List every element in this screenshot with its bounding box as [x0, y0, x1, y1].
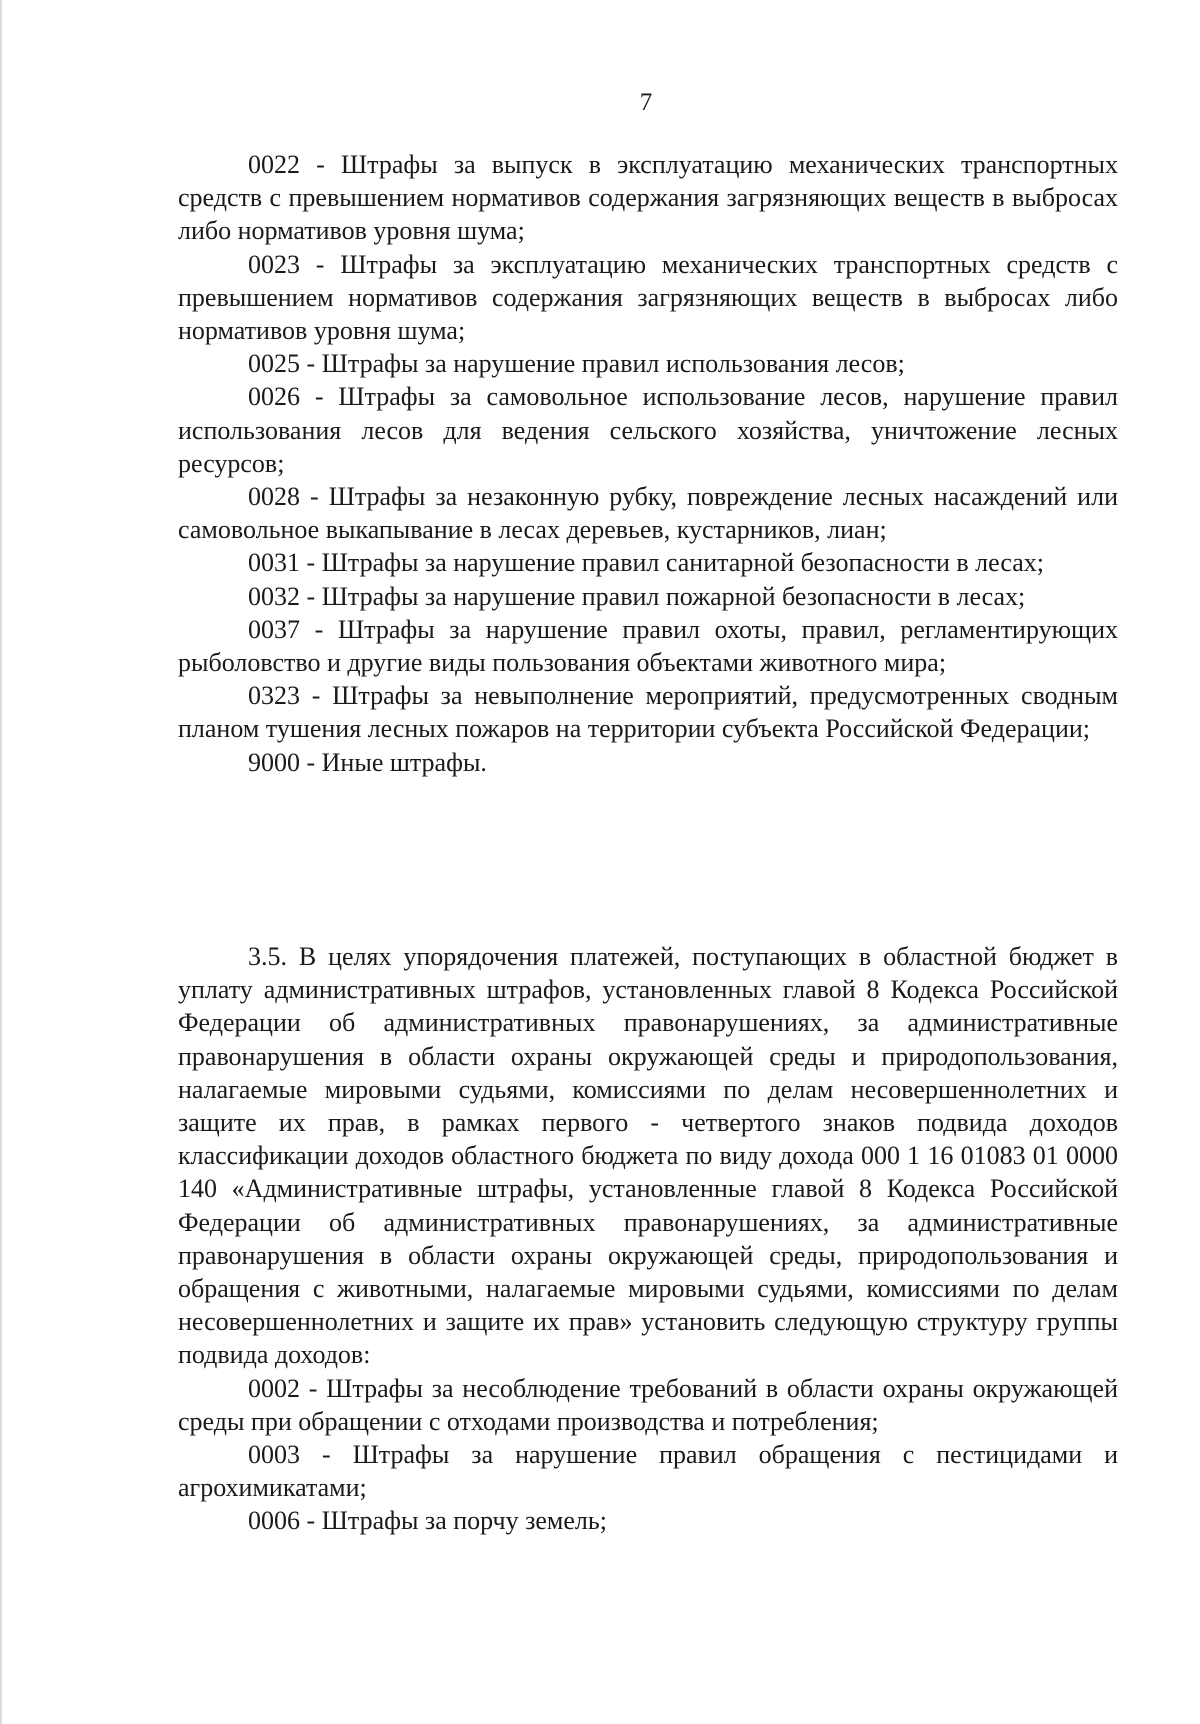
fines-list	[178, 148, 1118, 779]
list-item-0022: 0022 - Штрафы за выпуск в эксплуатацию механических транспортных средств с превышением нормативов содержания загрязняющих веществ в выбросах либо нормативов уровня шума;	[178, 150, 1118, 246]
list-item-0323: 0323 - Штрафы за невыполнение мероприятий, предусмотренных сводным планом тушения лесных пожаров на территории субъекта Российской Федерации;	[178, 681, 1118, 744]
scan-edge	[0, 0, 3, 1724]
list-item-0002: 0002 - Штрафы за несоблюдение требований в области охраны окружающей среды при обращении с отходами производства и потребления;	[178, 1373, 1118, 1436]
section-3-5	[178, 940, 1118, 1538]
list-item-0006: 0006 - Штрафы за порчу земель;	[248, 1506, 607, 1536]
list-item-0026: 0026 - Штрафы за самовольное использование лесов, нарушение правил использования лесов для ведения сельского хозяйства, уничтожение лесных ресурсов;	[178, 382, 1118, 478]
list-item-0032: 0032 - Штрафы за нарушение правил пожарной безопасности в лесах;	[248, 581, 1026, 611]
list-item-0037: 0037 - Штрафы за нарушение правил охоты, правил, регламентирующих рыболовство и другие виды пользования объектами животного мира;	[178, 614, 1118, 678]
list-item-0025: 0025 - Штрафы за нарушение правил использования лесов;	[248, 349, 905, 379]
list-item-0003: 0003 - Штрафы за нарушение правил обращения с пестицидами и агрохимикатами;	[178, 1440, 1118, 1503]
list-item-0023: 0023 - Штрафы за эксплуатацию механических транспортных средств с превышением нормативов содержания загрязняющих веществ в выбросах либо нормативов уровня шума;	[178, 249, 1118, 346]
list-item-9000: 9000 - Иные штрафы.	[248, 747, 487, 777]
page-number: 7	[639, 89, 653, 116]
list-item-0028: 0028 - Штрафы за незаконную рубку, повреждение лесных насаждений или самовольное выкапывание в лесах деревьев, кустарников, лиан;	[178, 482, 1118, 545]
section-3-5-paragraph: 3.5. В целях упорядочения платежей, поступающих в областной бюджет в уплату административных штрафов, установленных главой 8 Кодекса Российской Федерации об административных правонарушениях, за административные правонарушения в области охраны окружающей среды и природопользования, налагаемые мировыми судьями, комиссиями по делам несовершеннолетних и защите их прав, в рамках первого - четвертого знаков подвида доходов классификации доходов областного бюджета по виду дохода 000 1 16 01083 01 0000 140 «Административные штрафы, установленные главой 8 Кодекса Российской Федерации об административных правонарушениях, за административные правонарушения в области охраны окружающей среды, природопользования и обращения с животными, налагаемые мировыми судьями, комиссиями по делам несовершеннолетних и защите их прав» установить следующую структуру группы подвида доходов:	[178, 942, 1118, 1370]
list-item-0031: 0031 - Штрафы за нарушение правил санитарной безопасности в лесах;	[248, 548, 1044, 578]
